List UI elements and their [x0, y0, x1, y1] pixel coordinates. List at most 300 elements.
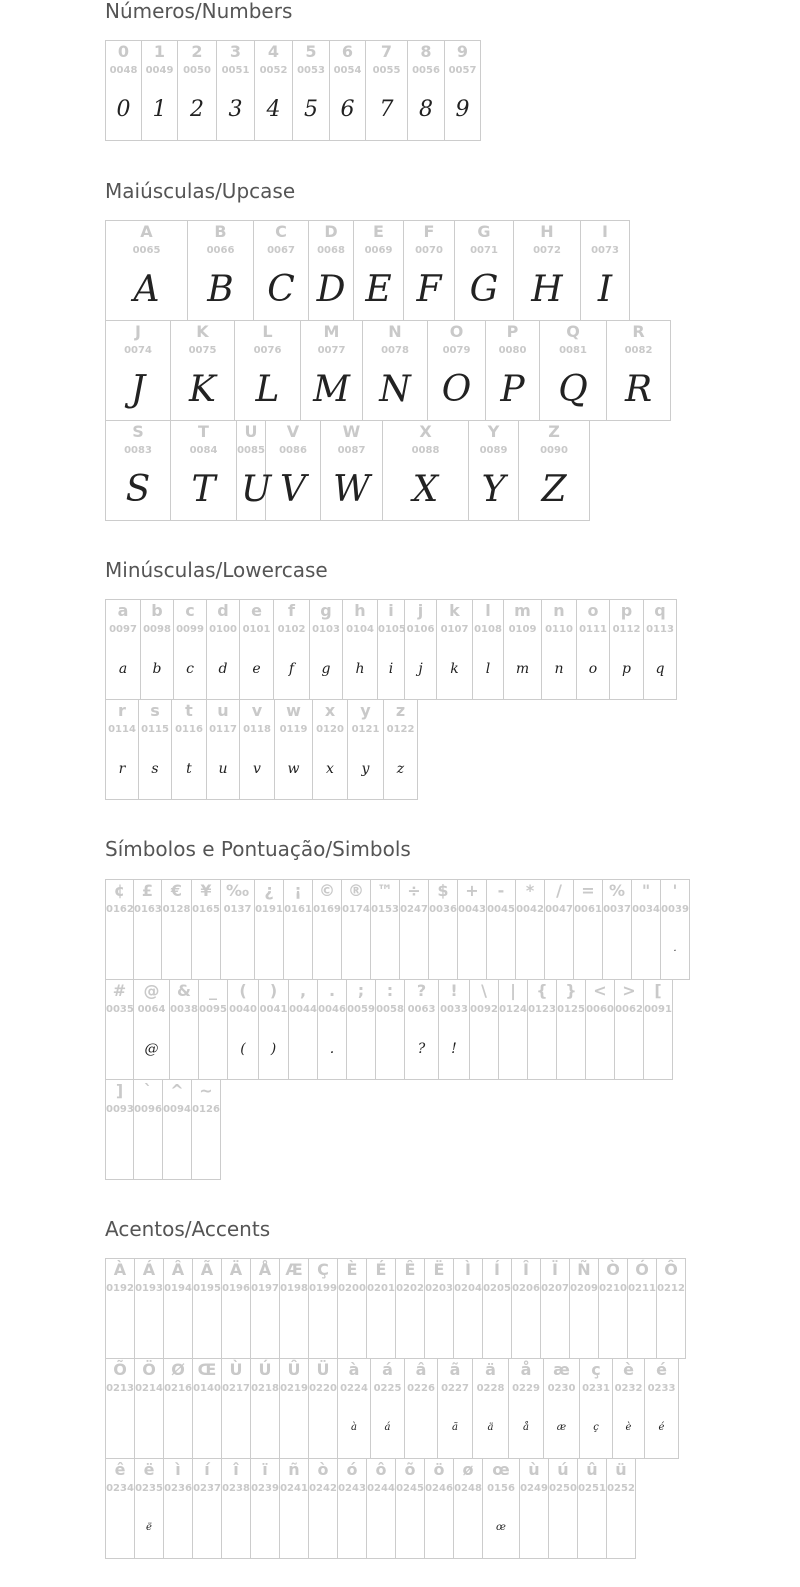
glyph-char-label: Ü — [316, 1360, 330, 1379]
glyph-sample: ( — [240, 1041, 246, 1057]
glyph-sample — [168, 1303, 188, 1352]
glyph-code-label: 0242 — [309, 1483, 337, 1494]
glyph-sample — [167, 1124, 187, 1173]
glyph-char-label: ; — [357, 981, 365, 1000]
glyph-sample: N — [379, 369, 411, 410]
glyph-sample — [491, 924, 511, 973]
glyph-sample: . — [673, 943, 677, 954]
glyph-char-label: ç — [591, 1360, 601, 1379]
glyph-cell — [135, 1459, 164, 1559]
glyph-code-label: 0104 — [346, 624, 374, 635]
glyph-cell — [106, 421, 171, 521]
glyph-sample — [174, 1024, 194, 1073]
glyph-char-label: ê — [114, 1460, 126, 1479]
glyph-sample — [139, 1403, 159, 1452]
glyph-cell — [222, 1459, 251, 1559]
glyph-code-label: 0099 — [176, 624, 204, 635]
glyph-char-label: 9 — [456, 42, 469, 61]
glyph-cell — [135, 1259, 164, 1359]
glyph-code-label: 0116 — [175, 724, 203, 735]
glyph-row — [105, 599, 677, 700]
glyph-code-label: 0079 — [442, 345, 471, 356]
glyph-code-label: 0084 — [189, 445, 218, 456]
glyph-sample — [474, 1024, 494, 1073]
glyph-sample — [607, 924, 627, 973]
glyph-code-label: 0191 — [255, 904, 283, 915]
glyph-code-label: 0067 — [267, 245, 295, 256]
glyph-code-label: 0121 — [351, 724, 380, 735]
glyph-char-label: è — [623, 1360, 634, 1379]
glyph-char-label: J — [135, 322, 141, 341]
glyph-char-label: { — [536, 981, 548, 1000]
glyph-char-label: Æ — [285, 1260, 303, 1279]
glyph-char-label: R — [632, 322, 645, 341]
glyph-code-label: 0137 — [223, 904, 252, 915]
glyph-code-label: 0210 — [599, 1283, 627, 1294]
glyph-cell — [657, 1259, 686, 1359]
glyph-code-label: 0212 — [657, 1283, 685, 1294]
glyph-sample — [110, 1303, 130, 1352]
glyph-sample: ) — [270, 1041, 277, 1057]
glyph-cell — [599, 1259, 628, 1359]
glyph-sample: S — [125, 469, 151, 510]
glyph-code-label: 0124 — [499, 1004, 527, 1015]
glyph-cell — [425, 1259, 454, 1359]
glyph-cell — [193, 1459, 222, 1559]
glyph-char-label: Ñ — [577, 1260, 591, 1279]
glyph-code-label: 0101 — [242, 624, 271, 635]
glyph-code-label: 0115 — [141, 724, 169, 735]
glyph-char-label: N — [388, 322, 402, 341]
glyph-code-label: 0071 — [470, 245, 498, 256]
glyph-sample — [632, 1303, 652, 1352]
glyph-row — [105, 420, 590, 521]
glyph-sample — [462, 924, 482, 973]
glyph-sample: è — [625, 1422, 632, 1433]
glyph-code-label: 0040 — [229, 1004, 257, 1015]
glyph-code-label: 0206 — [512, 1283, 540, 1294]
glyph-code-label: 0248 — [454, 1483, 482, 1494]
glyph-char-label: Ï — [552, 1260, 558, 1279]
glyph-sample — [574, 1303, 594, 1352]
glyph-code-label: 0126 — [192, 1104, 220, 1115]
glyph-char-label: P — [506, 322, 519, 341]
glyph-row — [105, 40, 481, 141]
glyph-sample — [255, 1403, 275, 1452]
glyph-char-label: È — [346, 1260, 358, 1279]
glyph-cell — [301, 321, 363, 421]
glyph-cell — [330, 41, 366, 141]
glyph-code-label: 0083 — [124, 445, 152, 456]
glyph-sample — [458, 1303, 478, 1352]
glyph-cell — [106, 1359, 135, 1459]
glyph-sample: 3 — [228, 97, 243, 122]
glyph-cell — [251, 1259, 280, 1359]
glyph-char-label: Â — [171, 1260, 185, 1279]
glyph-sample: k — [450, 661, 459, 677]
glyph-code-label: 0033 — [440, 1004, 468, 1015]
glyph-sample — [342, 1503, 362, 1552]
glyph-sample: b — [152, 661, 162, 677]
glyph-sample — [400, 1503, 420, 1552]
glyph-cell — [514, 221, 581, 321]
glyph-char-label: î — [233, 1460, 239, 1479]
glyph-char-label: Á — [142, 1260, 156, 1279]
glyph-char-label: b — [151, 601, 163, 620]
glyph-sample: @ — [144, 1041, 159, 1057]
glyph-row — [105, 1358, 679, 1459]
glyph-char-label: ø — [462, 1460, 474, 1479]
glyph-char-label: í — [204, 1460, 210, 1479]
glyph-sample — [110, 1503, 130, 1552]
glyph-char-label: h — [354, 601, 366, 620]
glyph-sample: L — [255, 369, 280, 410]
glyph-cell — [274, 600, 310, 700]
glyph-cell — [367, 1259, 396, 1359]
glyph-cell — [610, 600, 644, 700]
glyph-cell — [586, 980, 615, 1080]
glyph-cell — [171, 321, 235, 421]
glyph-sample — [255, 1303, 275, 1352]
glyph-sample — [619, 1024, 639, 1073]
glyph-char-label: q — [654, 601, 666, 620]
glyph-code-label: 0239 — [251, 1483, 279, 1494]
glyph-char-label: Ã — [200, 1260, 214, 1279]
glyph-char-label: ù — [528, 1460, 540, 1479]
glyph-cell — [544, 1359, 580, 1459]
glyph-char-label: ä — [485, 1360, 496, 1379]
glyph-sample — [110, 1124, 129, 1173]
glyph-char-label: / — [556, 881, 562, 900]
glyph-cell — [313, 880, 342, 980]
glyph-char-label: F — [423, 222, 435, 241]
glyph-char-label: m — [514, 601, 531, 620]
glyph-code-label: 0080 — [498, 345, 527, 356]
glyph-code-label: 0231 — [582, 1383, 610, 1394]
glyph-char-label: ‰ — [225, 881, 250, 900]
glyph-code-label: 0054 — [333, 65, 362, 76]
glyph-char-label: Y — [487, 422, 500, 441]
glyph-cell — [405, 600, 437, 700]
glyph-code-label: 0075 — [188, 345, 217, 356]
glyph-cell — [235, 321, 301, 421]
glyph-code-label: 0232 — [614, 1383, 643, 1394]
glyph-char-label: Œ — [197, 1360, 217, 1379]
glyph-sample: ä — [487, 1422, 494, 1433]
glyph-sample: i — [388, 661, 394, 677]
glyph-code-label: 0093 — [106, 1104, 134, 1115]
glyph-code-label: 0214 — [135, 1383, 163, 1394]
glyph-sample — [110, 1403, 130, 1452]
glyph-cell — [644, 600, 677, 700]
glyph-sample: P — [500, 369, 525, 410]
glyph-code-label: 0226 — [407, 1383, 435, 1394]
glyph-code-label: 0204 — [454, 1283, 482, 1294]
glyph-cell — [438, 1359, 473, 1459]
glyph-char-label: W — [342, 422, 361, 441]
glyph-cell — [366, 41, 408, 141]
glyph-sample — [138, 924, 157, 973]
glyph-code-label: 0118 — [243, 724, 271, 735]
glyph-cell — [106, 321, 171, 421]
glyph-row — [105, 1079, 221, 1180]
glyph-sample — [524, 1503, 544, 1552]
glyph-sample — [561, 1024, 581, 1073]
glyph-code-label: 0197 — [251, 1283, 279, 1294]
glyph-char-label: n — [553, 601, 565, 620]
glyph-code-label: 0161 — [284, 904, 312, 915]
glyph-cell — [577, 600, 610, 700]
glyph-sample — [582, 1503, 602, 1552]
glyph-code-label: 0119 — [279, 724, 308, 735]
glyph-cell — [106, 1080, 134, 1180]
glyph-cell — [445, 41, 481, 141]
glyph-code-label: 0090 — [540, 445, 568, 456]
glyph-code-label: 0114 — [108, 724, 136, 735]
glyph-cell — [222, 1259, 251, 1359]
glyph-code-label: 0237 — [193, 1483, 221, 1494]
glyph-code-label: 0196 — [222, 1283, 250, 1294]
glyph-sample — [313, 1503, 333, 1552]
glyph-sample: A — [133, 269, 160, 310]
glyph-code-label: 0069 — [364, 245, 393, 256]
section-title-accents: Acentos/Accents — [105, 1217, 271, 1241]
glyph-cell — [607, 321, 671, 421]
glyph-char-label: ™ — [377, 881, 393, 900]
glyph-sample: h — [355, 661, 365, 677]
glyph-code-label: 0061 — [574, 904, 602, 915]
glyph-sample — [293, 1024, 313, 1073]
glyph-cell — [437, 600, 473, 700]
glyph-char-label: A — [140, 222, 153, 241]
glyph-cell — [309, 1259, 338, 1359]
glyph-char-label: * — [525, 881, 535, 900]
glyph-code-label: 0174 — [342, 904, 370, 915]
glyph-code-label: 0111 — [579, 624, 607, 635]
glyph-cell — [309, 1359, 338, 1459]
glyph-code-label: 0246 — [425, 1483, 453, 1494]
glyph-sample: R — [624, 369, 653, 410]
glyph-code-label: 0230 — [547, 1383, 576, 1394]
glyph-char-label: l — [485, 601, 491, 620]
glyph-char-label: œ — [492, 1460, 510, 1479]
glyph-code-label: 0140 — [193, 1383, 221, 1394]
glyph-char-label: 4 — [267, 42, 280, 61]
glyph-char-label: G — [477, 222, 491, 241]
glyph-char-label: ( — [239, 981, 247, 1000]
glyph-row — [105, 879, 690, 980]
glyph-cell — [266, 421, 321, 521]
glyph-row — [105, 220, 630, 321]
glyph-char-label: T — [198, 422, 209, 441]
glyph-cell — [469, 421, 519, 521]
glyph-code-label: 0236 — [164, 1483, 192, 1494]
glyph-cell — [255, 41, 293, 141]
glyph-sample — [168, 1503, 188, 1552]
glyph-code-label: 0049 — [145, 65, 174, 76]
glyph-char-label: Ì — [465, 1260, 471, 1279]
glyph-sample: ! — [451, 1041, 457, 1057]
glyph-char-label: + — [465, 881, 479, 900]
glyph-cell — [429, 880, 458, 980]
glyph-code-label: 0235 — [135, 1483, 163, 1494]
glyph-cell — [178, 41, 217, 141]
glyph-sample: w — [287, 761, 300, 777]
glyph-sample — [284, 1303, 304, 1352]
glyph-char-label: ' — [672, 881, 678, 900]
glyph-code-label: 0220 — [309, 1383, 337, 1394]
glyph-cell — [549, 1459, 578, 1559]
glyph-char-label: [ — [654, 981, 662, 1000]
glyph-cell — [280, 1259, 309, 1359]
glyph-code-label: 0122 — [386, 724, 415, 735]
glyph-cell — [171, 421, 237, 521]
glyph-code-label: 0078 — [381, 345, 409, 356]
glyph-cell — [106, 600, 141, 700]
glyph-code-label: 0063 — [407, 1004, 436, 1015]
glyph-char-label: Ú — [258, 1360, 272, 1379]
glyph-char-label: £ — [141, 881, 154, 900]
glyph-cell — [163, 1080, 192, 1180]
glyph-cell — [338, 1359, 371, 1459]
glyph-code-label: 0241 — [280, 1483, 308, 1494]
glyph-code-label: 0207 — [541, 1283, 569, 1294]
glyph-code-label: 0050 — [183, 65, 211, 76]
glyph-code-label: 0096 — [134, 1104, 162, 1115]
glyph-cell — [240, 700, 275, 800]
glyph-cell — [458, 880, 487, 980]
glyph-char-label: æ — [553, 1360, 570, 1379]
glyph-cell — [504, 600, 542, 700]
glyph-cell — [280, 1459, 309, 1559]
glyph-code-label: 0102 — [277, 624, 306, 635]
glyph-char-label: _ — [209, 981, 217, 1000]
glyph-code-label: 0091 — [644, 1004, 672, 1015]
glyph-char-label: & — [177, 981, 191, 1000]
glyph-char-label: k — [449, 601, 460, 620]
glyph-char-label: x — [324, 701, 336, 720]
glyph-sample — [380, 1024, 400, 1073]
glyph-cell — [193, 1359, 222, 1459]
glyph-sample — [168, 1403, 188, 1452]
glyph-cell — [383, 421, 469, 521]
section-title-lowercase: Minúsculas/Lowercase — [105, 558, 328, 582]
glyph-code-label: 0098 — [143, 624, 171, 635]
glyph-code-label: 0200 — [338, 1283, 366, 1294]
glyph-sample — [342, 1303, 362, 1352]
glyph-char-label: $ — [437, 881, 449, 900]
glyph-char-label: É — [375, 1260, 387, 1279]
glyph-sample: Y — [481, 469, 506, 510]
glyph-code-label: 0125 — [557, 1004, 585, 1015]
glyph-code-label: 0162 — [106, 904, 134, 915]
glyph-sample: T — [191, 469, 216, 510]
glyph-char-label: Z — [548, 422, 560, 441]
glyph-char-label: j — [417, 601, 424, 620]
glyph-sample: U — [241, 469, 272, 510]
glyph-cell — [251, 1359, 280, 1459]
glyph-char-label: v — [251, 701, 263, 720]
glyph-sample — [317, 924, 337, 973]
glyph-sample — [404, 924, 424, 973]
glyph-cell — [578, 1459, 607, 1559]
glyph-char-label: } — [565, 981, 577, 1000]
glyph-char-label: g — [320, 601, 332, 620]
glyph-cell — [483, 1459, 520, 1559]
glyph-code-label: 0238 — [222, 1483, 250, 1494]
glyph-char-label: Û — [287, 1360, 301, 1379]
glyph-sample: J — [130, 369, 146, 410]
glyph-char-label: ^ — [170, 1081, 184, 1100]
glyph-cell — [284, 880, 313, 980]
glyph-char-label: w — [286, 701, 301, 720]
glyph-sample: 4 — [266, 97, 281, 122]
glyph-code-label: 0051 — [221, 65, 250, 76]
glyph-cell — [141, 600, 174, 700]
glyph-cell — [408, 41, 445, 141]
glyph-char-label: p — [620, 601, 633, 620]
glyph-sample — [196, 924, 216, 973]
glyph-char-label: : — [386, 981, 394, 1000]
glyph-code-label: 0109 — [508, 624, 537, 635]
glyph-char-label: € — [170, 881, 183, 900]
glyph-char-label: # — [112, 981, 127, 1000]
glyph-code-label: 0065 — [132, 245, 161, 256]
glyph-code-label: 0199 — [309, 1283, 337, 1294]
glyph-cell — [106, 880, 134, 980]
glyph-sample: ã — [452, 1422, 458, 1433]
glyph-sample: à — [351, 1422, 357, 1433]
glyph-code-label: 0113 — [646, 624, 674, 635]
glyph-code-label: 0192 — [106, 1283, 134, 1294]
glyph-char-label: e — [251, 601, 262, 620]
glyph-char-label: ! — [450, 981, 458, 1000]
glyph-char-label: ë — [143, 1460, 155, 1479]
glyph-sample: K — [189, 369, 216, 410]
glyph-cell — [134, 980, 170, 1080]
glyph-sample: g — [321, 661, 331, 677]
glyph-code-label: 0224 — [340, 1383, 368, 1394]
glyph-code-label: 0034 — [632, 904, 660, 915]
glyph-sample — [487, 1303, 507, 1352]
glyph-row — [105, 1258, 686, 1359]
glyph-char-label: V — [286, 422, 300, 441]
glyph-cell — [338, 1259, 367, 1359]
glyph-code-label: 0085 — [237, 445, 265, 456]
glyph-cell — [512, 1259, 541, 1359]
glyph-char-label: | — [510, 981, 516, 1000]
glyph-cell — [313, 700, 348, 800]
glyph-sample — [648, 1024, 668, 1073]
glyph-cell — [499, 980, 528, 1080]
section-title-numbers: Números/Numbers — [105, 0, 293, 23]
glyph-cell — [192, 1080, 221, 1180]
glyph-sample — [226, 1503, 246, 1552]
glyph-cell — [139, 700, 172, 800]
glyph-cell — [509, 1359, 544, 1459]
glyph-char-label: ü — [615, 1460, 627, 1479]
glyph-sample: y — [361, 761, 370, 777]
glyph-code-label: 0228 — [476, 1383, 505, 1394]
glyph-code-label: 0234 — [106, 1483, 134, 1494]
glyph-cell — [454, 1259, 483, 1359]
glyph-sample: G — [469, 269, 499, 310]
glyph-cell — [164, 1359, 193, 1459]
glyph-sample: u — [218, 761, 228, 777]
glyph-cell — [342, 880, 371, 980]
glyph-sample — [284, 1403, 304, 1452]
glyph-char-label: Ó — [635, 1260, 649, 1279]
